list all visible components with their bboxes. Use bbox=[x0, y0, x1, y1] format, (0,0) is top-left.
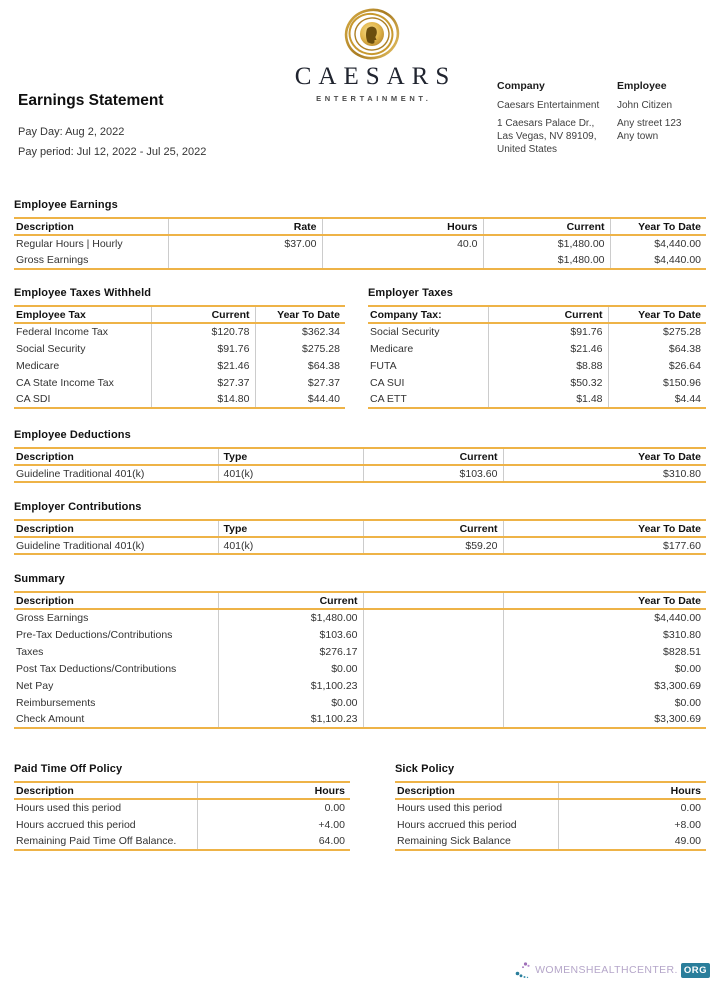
table-row bbox=[395, 833, 706, 850]
cell: $3,300.69 bbox=[503, 677, 706, 694]
cell: +4.00 bbox=[197, 816, 350, 833]
cell: $828.51 bbox=[503, 643, 706, 660]
company-address-line: 1 Caesars Palace Dr., bbox=[497, 118, 595, 129]
column-header: Year To Date bbox=[503, 448, 706, 465]
employee-deductions-section bbox=[14, 429, 706, 483]
cell: $37.00 bbox=[168, 235, 322, 252]
column-header: Company Tax: bbox=[368, 306, 488, 323]
table-row bbox=[368, 323, 706, 340]
cell: $50.32 bbox=[488, 374, 608, 391]
table-row bbox=[14, 799, 350, 816]
table-row bbox=[14, 465, 706, 482]
pay-day: Pay Day: Aug 2, 2022 bbox=[18, 126, 125, 138]
cell: CA SUI bbox=[370, 376, 405, 389]
cell bbox=[363, 711, 503, 728]
cell: $3,300.69 bbox=[503, 711, 706, 728]
cell bbox=[363, 609, 503, 626]
company-label: Company bbox=[497, 80, 545, 92]
table-row bbox=[14, 391, 345, 408]
employee-address-line: Any street 123 bbox=[617, 118, 682, 129]
cell: $27.37 bbox=[151, 374, 255, 391]
employee-earnings-table bbox=[14, 217, 706, 270]
caesars-emblem-icon bbox=[334, 6, 410, 62]
cell: $1,480.00 bbox=[483, 235, 610, 252]
table-row bbox=[368, 374, 706, 391]
employee-taxes-section bbox=[14, 287, 345, 409]
table-header-row bbox=[14, 520, 706, 537]
employer-taxes-table bbox=[368, 305, 706, 409]
cell: Regular Hours | Hourly bbox=[16, 238, 123, 250]
column-header: Description bbox=[14, 782, 197, 799]
cell: Hours used this period bbox=[16, 802, 122, 814]
brand-wordmark: CAESARS bbox=[294, 63, 457, 90]
cell: Guideline Traditional 401(k) bbox=[16, 467, 145, 480]
cell: $64.38 bbox=[255, 357, 345, 374]
table-header-row bbox=[368, 306, 706, 323]
pto-policy-table bbox=[14, 781, 350, 851]
column-header: Description bbox=[395, 782, 558, 799]
column-header: Type bbox=[218, 448, 363, 465]
cell bbox=[363, 677, 503, 694]
column-header: Current bbox=[483, 218, 610, 235]
cell: $4.44 bbox=[608, 391, 706, 408]
sick-policy-table bbox=[395, 781, 706, 851]
summary-section bbox=[14, 573, 706, 729]
company-address-line: United States bbox=[497, 144, 558, 155]
table-row bbox=[14, 694, 706, 711]
site-watermark bbox=[515, 961, 710, 979]
table-row bbox=[368, 340, 706, 357]
cell: $1,480.00 bbox=[483, 252, 610, 269]
section-title: Employer Contributions bbox=[14, 501, 142, 513]
table-header-row bbox=[14, 592, 706, 609]
cell: $0.00 bbox=[503, 694, 706, 711]
cell: Hours accrued this period bbox=[397, 818, 517, 831]
section-title: Employer Taxes bbox=[368, 287, 453, 299]
cell: Medicare bbox=[16, 359, 60, 372]
cell bbox=[168, 252, 322, 269]
table-row bbox=[368, 357, 706, 374]
cell: 64.00 bbox=[197, 833, 350, 850]
employee-deductions-table bbox=[14, 447, 706, 483]
cell: Remaining Paid Time Off Balance. bbox=[16, 835, 177, 847]
section-title: Paid Time Off Policy bbox=[14, 763, 123, 775]
cell: Check Amount bbox=[16, 713, 85, 725]
cell: Taxes bbox=[16, 645, 44, 658]
dots-swoosh-icon bbox=[515, 961, 532, 979]
cell: $91.76 bbox=[488, 323, 608, 340]
cell: Social Security bbox=[370, 326, 440, 338]
summary-table bbox=[14, 591, 706, 729]
cell: CA ETT bbox=[370, 393, 407, 405]
cell: $0.00 bbox=[218, 660, 363, 677]
cell: $1,100.23 bbox=[218, 677, 363, 694]
cell: 401(k) bbox=[218, 537, 363, 554]
column-header: Current bbox=[363, 448, 503, 465]
sick-policy-section bbox=[395, 763, 706, 851]
table-header-row bbox=[14, 782, 350, 799]
table-row bbox=[14, 235, 706, 252]
table-row bbox=[395, 816, 706, 833]
table-row bbox=[14, 323, 345, 340]
cell: 401(k) bbox=[218, 465, 363, 482]
table-row bbox=[14, 711, 706, 728]
site-name: WOMENSHEALTHCENTER. bbox=[535, 964, 678, 976]
cell: $4,440.00 bbox=[610, 252, 706, 269]
column-header: Description bbox=[14, 448, 218, 465]
table-row bbox=[14, 609, 706, 626]
employee-address-line: Any town bbox=[617, 131, 659, 142]
company-address-line: Las Vegas, NV 89109, bbox=[497, 131, 597, 142]
column-header bbox=[363, 592, 503, 609]
table-header-row bbox=[14, 448, 706, 465]
cell: Pre-Tax Deductions/Contributions bbox=[16, 628, 173, 641]
cell: $26.64 bbox=[608, 357, 706, 374]
column-header: Year To Date bbox=[503, 592, 706, 609]
cell: $362.34 bbox=[255, 323, 345, 340]
column-header: Hours bbox=[322, 218, 483, 235]
cell bbox=[363, 643, 503, 660]
cell: $59.20 bbox=[363, 537, 503, 554]
cell bbox=[322, 252, 483, 269]
company-info bbox=[497, 80, 612, 156]
cell: $103.60 bbox=[218, 626, 363, 643]
column-header: Type bbox=[218, 520, 363, 537]
table-header-row bbox=[14, 218, 706, 235]
employee-name: John Citizen bbox=[617, 100, 673, 111]
company-name: Caesars Entertainment bbox=[497, 100, 600, 111]
cell: Reimbursements bbox=[16, 696, 96, 709]
cell: Remaining Sick Balance bbox=[397, 835, 511, 847]
table-row bbox=[14, 357, 345, 374]
cell: $310.80 bbox=[503, 626, 706, 643]
cell: $8.88 bbox=[488, 357, 608, 374]
cell: $0.00 bbox=[503, 660, 706, 677]
cell: $4,440.00 bbox=[610, 235, 706, 252]
table-row bbox=[14, 537, 706, 554]
cell: 40.0 bbox=[322, 235, 483, 252]
cell: CA State Income Tax bbox=[16, 376, 114, 389]
column-header: Description bbox=[14, 592, 218, 609]
column-header: Current bbox=[151, 306, 255, 323]
section-title: Sick Policy bbox=[395, 763, 455, 775]
column-header: Rate bbox=[168, 218, 322, 235]
cell bbox=[363, 626, 503, 643]
employee-label: Employee bbox=[617, 80, 667, 92]
employer-contributions-table bbox=[14, 519, 706, 555]
cell: Federal Income Tax bbox=[16, 326, 109, 338]
cell: $275.28 bbox=[608, 323, 706, 340]
cell: $177.60 bbox=[503, 537, 706, 554]
column-header: Year To Date bbox=[610, 218, 706, 235]
table-row bbox=[14, 374, 345, 391]
cell: Post Tax Deductions/Contributions bbox=[16, 662, 177, 675]
section-title: Employee Earnings bbox=[14, 199, 118, 211]
cell: $44.40 bbox=[255, 391, 345, 408]
cell: $27.37 bbox=[255, 374, 345, 391]
table-header-row bbox=[395, 782, 706, 799]
section-title: Summary bbox=[14, 573, 65, 585]
cell: $310.80 bbox=[503, 465, 706, 482]
cell: $276.17 bbox=[218, 643, 363, 660]
table-row bbox=[368, 391, 706, 408]
cell: $1,480.00 bbox=[218, 609, 363, 626]
cell: Guideline Traditional 401(k) bbox=[16, 539, 145, 552]
cell: Gross Earnings bbox=[16, 612, 89, 624]
column-header: Year To Date bbox=[255, 306, 345, 323]
employee-info bbox=[617, 80, 717, 143]
cell: $1.48 bbox=[488, 391, 608, 408]
table-row bbox=[14, 252, 706, 269]
cell: 49.00 bbox=[558, 833, 706, 850]
cell: Medicare bbox=[370, 342, 414, 355]
table-row bbox=[14, 816, 350, 833]
table-row bbox=[395, 799, 706, 816]
cell bbox=[363, 694, 503, 711]
cell: +8.00 bbox=[558, 816, 706, 833]
table-row bbox=[14, 626, 706, 643]
cell: FUTA bbox=[370, 359, 397, 372]
cell bbox=[363, 660, 503, 677]
table-row bbox=[14, 660, 706, 677]
pto-policy-section bbox=[14, 763, 350, 851]
column-header: Hours bbox=[197, 782, 350, 799]
column-header: Year To Date bbox=[503, 520, 706, 537]
pay-period: Pay period: Jul 12, 2022 - Jul 25, 2022 bbox=[18, 146, 207, 158]
cell: 0.00 bbox=[558, 799, 706, 816]
table-row bbox=[14, 833, 350, 850]
cell: Gross Earnings bbox=[16, 254, 89, 266]
brand-subtitle: ENTERTAINMENT. bbox=[316, 94, 432, 103]
column-header: Current bbox=[218, 592, 363, 609]
caesars-logo bbox=[262, 6, 482, 103]
cell: $21.46 bbox=[488, 340, 608, 357]
column-header: Current bbox=[488, 306, 608, 323]
cell: $103.60 bbox=[363, 465, 503, 482]
employee-earnings-section bbox=[14, 199, 706, 270]
column-header: Description bbox=[14, 520, 218, 537]
cell: Hours used this period bbox=[397, 802, 503, 814]
employer-contributions-section bbox=[14, 501, 706, 555]
cell: CA SDI bbox=[16, 393, 51, 405]
site-tld-badge: ORG bbox=[681, 963, 710, 978]
cell: $64.38 bbox=[608, 340, 706, 357]
cell: Hours accrued this period bbox=[16, 818, 136, 831]
cell: $275.28 bbox=[255, 340, 345, 357]
column-header: Year To Date bbox=[608, 306, 706, 323]
column-header: Hours bbox=[558, 782, 706, 799]
cell: $0.00 bbox=[218, 694, 363, 711]
column-header: Employee Tax bbox=[14, 306, 151, 323]
section-title: Employee Taxes Withheld bbox=[14, 287, 152, 299]
cell: Social Security bbox=[16, 342, 86, 355]
cell: $14.80 bbox=[151, 391, 255, 408]
employer-taxes-section bbox=[368, 287, 706, 409]
cell: 0.00 bbox=[197, 799, 350, 816]
cell: Net Pay bbox=[16, 679, 54, 692]
table-row bbox=[14, 677, 706, 694]
section-title: Employee Deductions bbox=[14, 429, 131, 441]
cell: $1,100.23 bbox=[218, 711, 363, 728]
cell: $21.46 bbox=[151, 357, 255, 374]
cell: $150.96 bbox=[608, 374, 706, 391]
cell: $4,440.00 bbox=[503, 609, 706, 626]
cell: $120.78 bbox=[151, 323, 255, 340]
column-header: Description bbox=[14, 218, 168, 235]
column-header: Current bbox=[363, 520, 503, 537]
cell: $91.76 bbox=[151, 340, 255, 357]
page-title: Earnings Statement bbox=[18, 92, 164, 109]
table-row bbox=[14, 340, 345, 357]
table-header-row bbox=[14, 306, 345, 323]
table-row bbox=[14, 643, 706, 660]
employee-taxes-table bbox=[14, 305, 345, 409]
